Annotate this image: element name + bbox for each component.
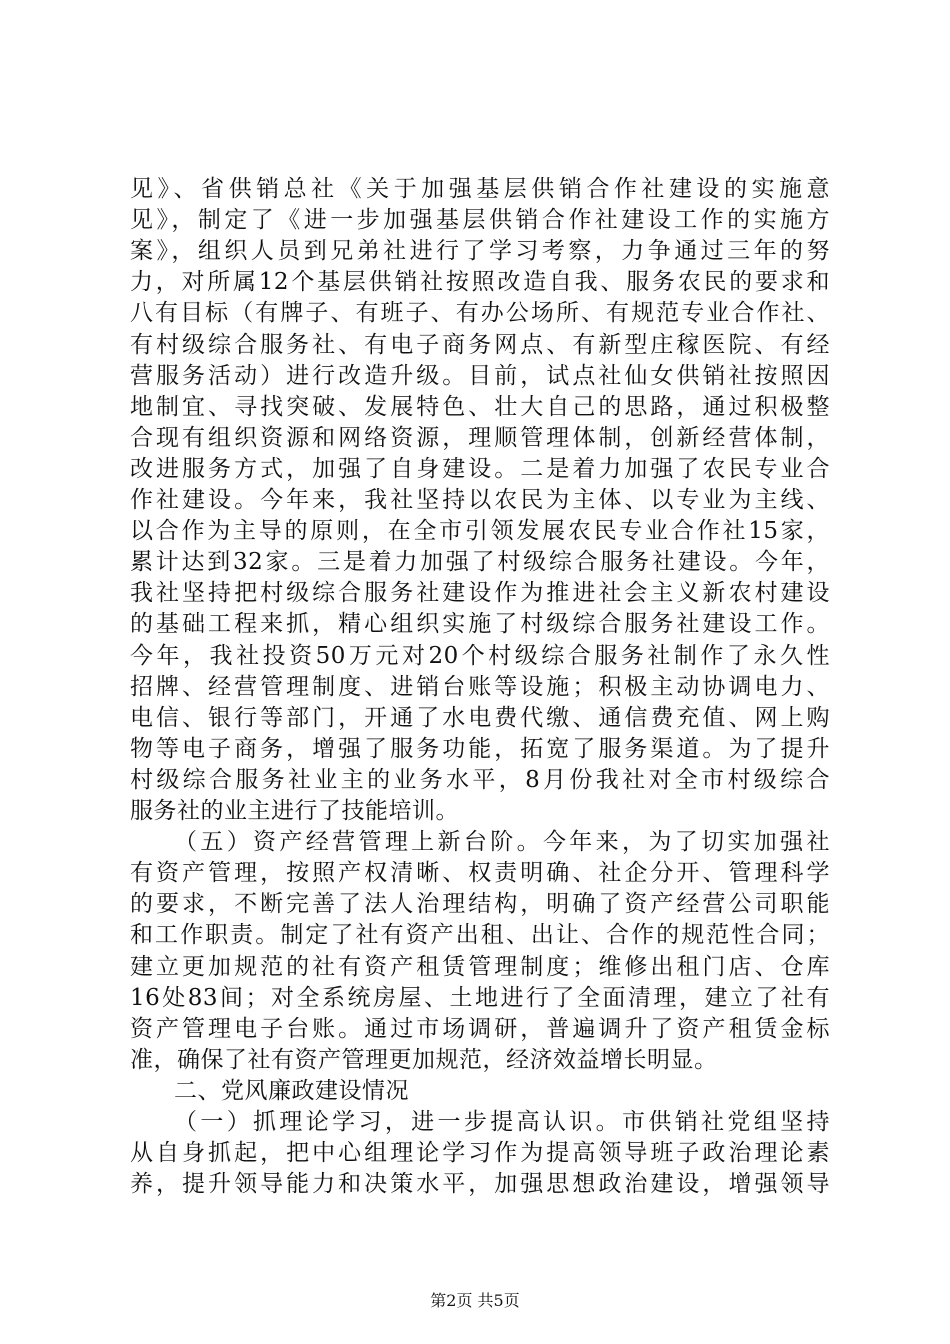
text-line: 我社坚持把村级综合服务社建设作为推进社会主义新农村建设	[130, 580, 830, 607]
section-heading-2: 二、党风廉政建设情况	[174, 1077, 409, 1104]
text-line: 从自身抓起，把中心组理论学习作为提高领导班子政治理论素	[130, 1140, 830, 1167]
text-line: 村级综合服务社业主的业务水平，8月份我社对全市村级综合	[130, 766, 830, 793]
text-line: 营服务活动）进行改造升级。目前，试点社仙女供销社按照因	[130, 362, 830, 389]
text-line: 养，提升领导能力和决策水平，加强思想政治建设，增强领导	[130, 1171, 830, 1198]
text-line: 16处83间；对全系统房屋、土地进行了全面清理，建立了社有	[130, 984, 830, 1011]
text-line: 见》、省供销总社《关于加强基层供销合作社建设的实施意	[130, 176, 830, 202]
text-line: 有资产管理，按照产权清晰、权责明确、社企分开、管理科学	[130, 860, 830, 887]
text-line: 以合作为主导的原则，在全市引领发展农民专业合作社15家，	[130, 518, 830, 545]
text-line: 服务社的业主进行了技能培训。	[130, 798, 459, 824]
text-line: 和工作职责。制定了社有资产出租、出让、合作的规范性合同；	[130, 922, 830, 949]
text-line: 累计达到32家。三是着力加强了村级综合服务社建设。今年，	[130, 549, 830, 576]
text-line: 合现有组织资源和网络资源，理顺管理体制，创新经营体制，	[130, 424, 830, 451]
section-heading-5: （五）资产经营管理上新台阶。今年来，为了切实加强社	[174, 829, 830, 856]
text-line: 作社建设。今年来，我社坚持以农民为主体、以专业为主线、	[130, 487, 830, 513]
text-line: 电信、银行等部门，开通了水电费代缴、通信费充值、网上购	[130, 704, 830, 731]
text-line: 八有目标（有牌子、有班子、有办公场所、有规范专业合作社、	[130, 300, 830, 327]
text-line: 今年，我社投资50万元对20个村级综合服务社制作了永久性	[130, 642, 830, 669]
page-number-footer: 第2页 共5页	[430, 1291, 520, 1310]
text-line: 物等电子商务，增强了服务功能，拓宽了服务渠道。为了提升	[130, 735, 830, 762]
text-line: 的基础工程来抓，精心组织实施了村级综合服务社建设工作。	[130, 611, 830, 638]
text-line: 案》，组织人员到兄弟社进行了学习考察，力争通过三年的努	[130, 238, 830, 265]
text-line: 资产管理电子台账。通过市场调研，普遍调升了资产租赁金标	[130, 1015, 830, 1042]
text-line: 准，确保了社有资产管理更加规范，经济效益增长明显。	[130, 1046, 718, 1073]
text-line: 的要求，不断完善了法人治理结构，明确了资产经营公司职能	[130, 891, 830, 918]
text-line: 有村级综合服务社、有电子商务网点、有新型庄稼医院、有经	[130, 331, 830, 358]
subsection-heading-1: （一）抓理论学习，进一步提高认识。市供销社党组坚持	[174, 1109, 830, 1135]
text-line: 力，对所属12个基层供销社按照改造自我、服务农民的要求和	[130, 269, 830, 296]
text-line: 改进服务方式，加强了自身建设。二是着力加强了农民专业合	[130, 455, 830, 482]
text-line: 招牌、经营管理制度、进销台账等设施；积极主动协调电力、	[130, 673, 830, 700]
text-line: 地制宜、寻找突破、发展特色、壮大自己的思路，通过积极整	[130, 393, 830, 420]
text-line: 见》，制定了《进一步加强基层供销合作社建设工作的实施方	[130, 207, 830, 234]
text-line: 建立更加规范的社有资产租赁管理制度；维修出租门店、仓库	[130, 953, 830, 980]
